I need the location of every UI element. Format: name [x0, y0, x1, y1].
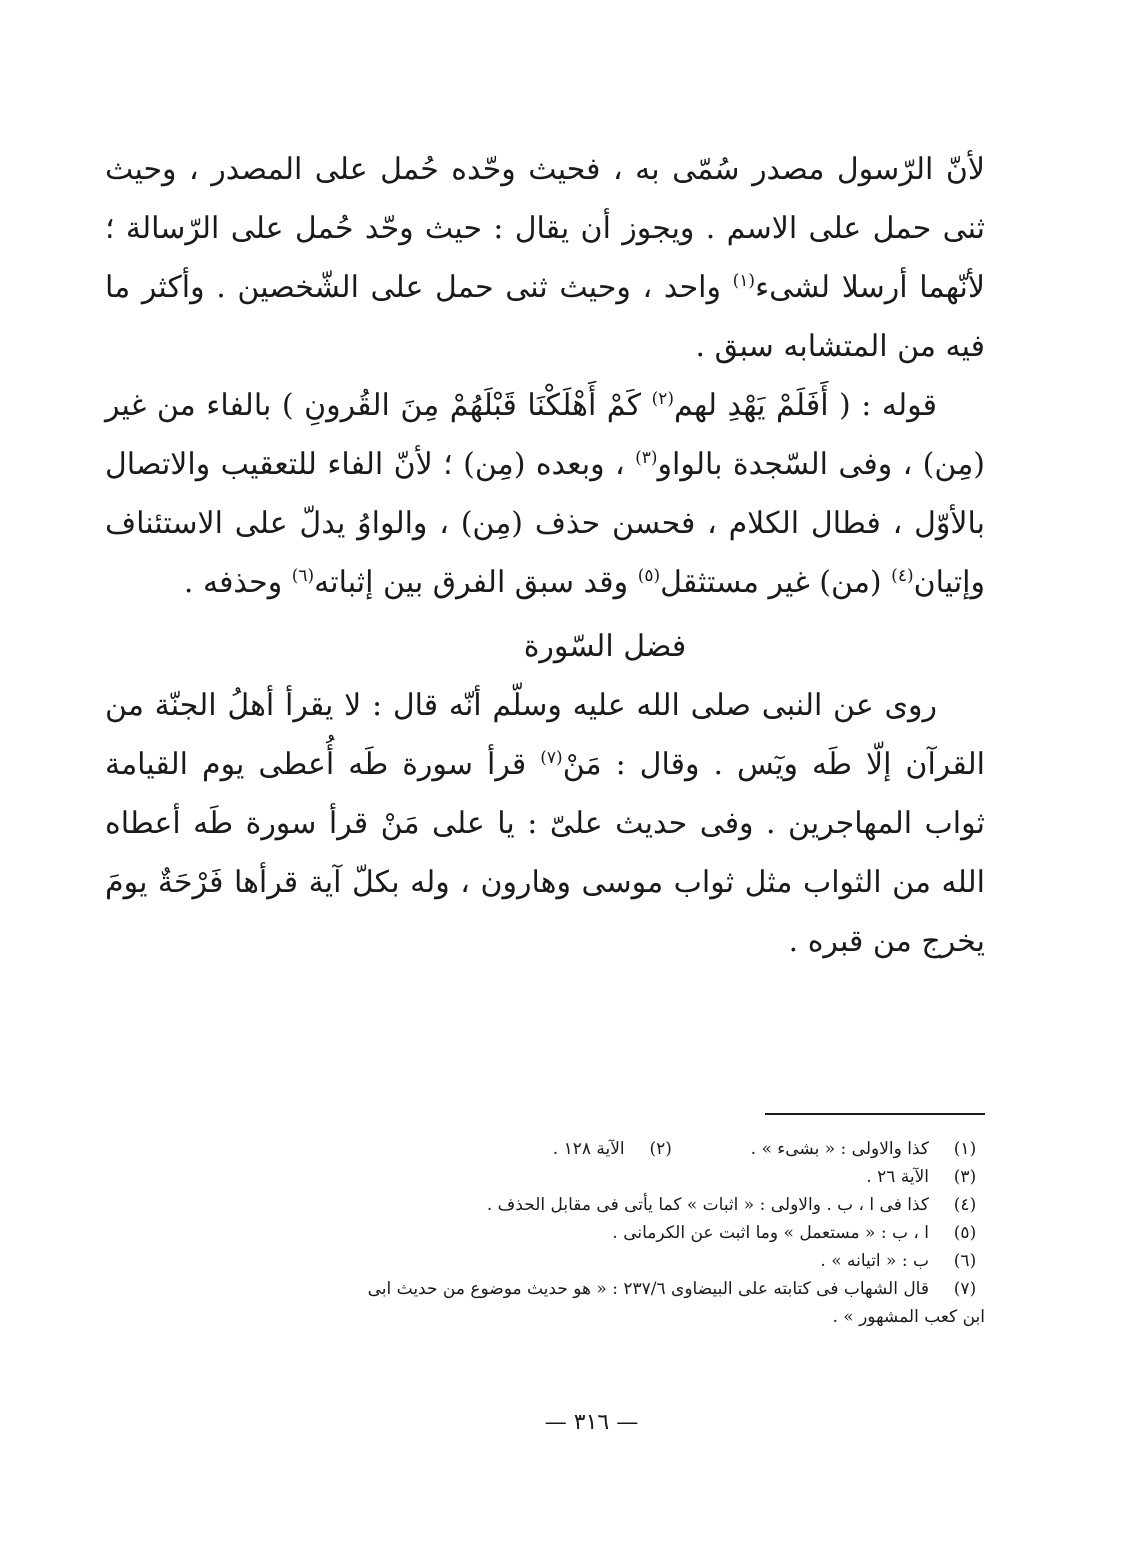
paragraph-3 — [105, 676, 985, 971]
footnote-divider — [765, 1113, 985, 1115]
footnote-number: (٢) — [649, 1139, 672, 1159]
footnote-ref: (٧) — [540, 748, 563, 768]
footnote — [105, 1163, 985, 1191]
footnote-ref: (١) — [732, 271, 756, 291]
footnote-text: كذا والاولى : « بشىء » . — [750, 1139, 929, 1159]
text-run: (من) غير مستثقل — [660, 565, 882, 600]
footnote-ref: (٣) — [635, 448, 658, 468]
text-run: لأنّ الرّسول مصدر سُمّى به ، فحيث وحّده حُمل على المصدر ، وحيث ثنى حمل على الاسم . ويجوز أن يقال : حيث وحّد حُمل على الرّسالة ؛ لأنّهما أرسلا لشىء — [105, 152, 986, 305]
footnotes — [105, 1135, 985, 1331]
footnote-ref: (٢) — [651, 389, 675, 409]
text-run: قوله : ( أَفَلَمْ يَهْدِ لهم — [674, 388, 937, 423]
footnote-number: (٥) — [953, 1223, 977, 1243]
footnote-number: (٦) — [953, 1251, 977, 1271]
text-run: وقد سبق الفرق بين إثباته — [314, 565, 629, 600]
page-body — [105, 140, 985, 971]
page-number: — ٣١٦ — — [544, 1410, 639, 1435]
footnote-ref: (٦) — [291, 566, 315, 586]
footnote — [105, 1275, 985, 1303]
footnote-ref: (٥) — [637, 566, 661, 586]
text-run: كَمْ أَهْلَكْنَا قَبْلَهُمْ مِنَ القُرونِ ) بالفاء من غير (مِن) ، وفى السّجدة بالواو — [105, 388, 985, 482]
footnote-text: ب : « اتيانه » . — [820, 1251, 929, 1271]
text-run: واحد ، وحيث ثنى حمل على الشّخصين . وأكثر ما فيه من المتشابه سبق . — [105, 270, 985, 364]
paragraph-2 — [105, 376, 985, 612]
footnote-number: (١) — [953, 1139, 977, 1159]
text-run: قرأ سورة طَه أُعطى يوم القيامة ثواب المهاجرين . وفى حديث علىّ : يا على مَنْ قرأ سورة طَه أعطاه الله من الثواب مثل ثواب موسى وهارون ، وله بكلّ آية قرأها فَرْحَةٌ يومَ يخرج من قبره . — [105, 747, 985, 959]
footnote — [105, 1191, 985, 1219]
paragraph-1 — [105, 140, 985, 376]
text-run: وحذفه . — [183, 565, 283, 600]
section-title: فضل السّورة — [523, 629, 687, 664]
text-run: ، وبعده (مِن) ؛ لأنّ الفاء للتعقيب والاتصال بالأوّل ، فطال الكلام ، فحسن حذف (مِن) ، والواوُ يدلّ على الاستئناف وإتيان — [105, 447, 985, 600]
footnote-text: ا ، ب : « مستعمل » وما اثبت عن الكرمانى . — [612, 1223, 929, 1243]
footnote-text: كذا فى ا ، ب . والاولى : « اثبات » كما يأتى فى مقابل الحذف . — [486, 1195, 929, 1215]
footnote — [105, 1219, 985, 1247]
footnote-number: (٧) — [953, 1279, 977, 1299]
footnote-text: ابن كعب المشهور » . — [832, 1307, 985, 1327]
text-run: روى عن النبى صلى الله عليه وسلّم أنّه قال : لا يقرأ أهلُ الجنّة من القرآن إلّا طَه ويٓس . وقال : مَنْ — [105, 688, 985, 782]
footnote-text: الآية ٢٦ . — [866, 1167, 929, 1187]
footnote-number: (٣) — [953, 1167, 977, 1187]
footnote-text: الآية ١٢٨ . — [552, 1139, 625, 1159]
footnote-text: قال الشهاب فى كتابته على البيضاوى ٢٣٧/٦ : « هو حديث موضوع من حديث ابى — [367, 1279, 929, 1299]
footnote — [105, 1247, 985, 1275]
footnote-number: (٤) — [953, 1195, 977, 1215]
footnote — [105, 1135, 985, 1163]
footnote-ref: (٤) — [891, 566, 914, 586]
footnote-continuation — [105, 1303, 985, 1331]
